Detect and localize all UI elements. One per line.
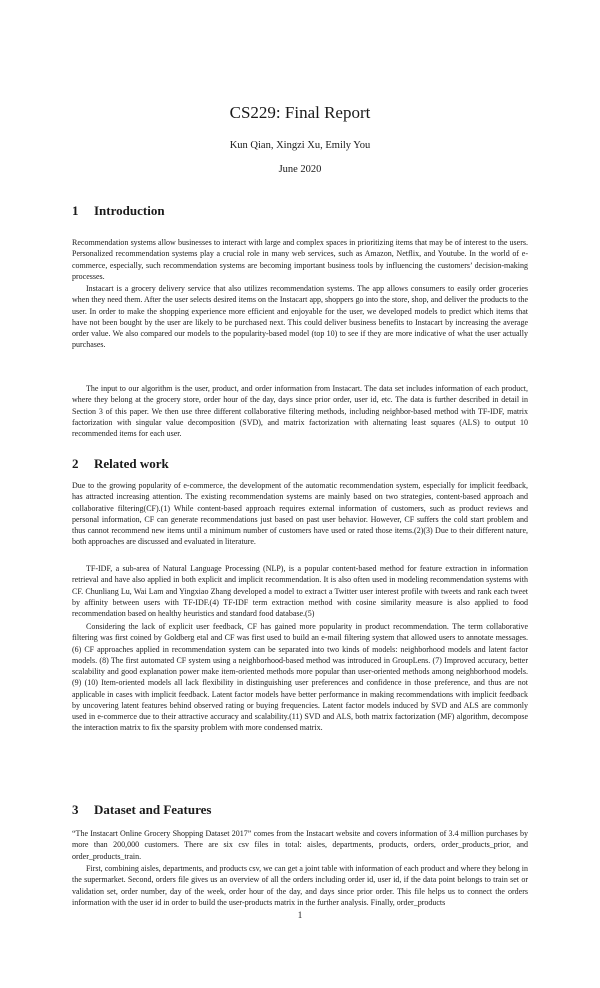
paragraph: Instacart is a grocery delivery service that also utilizes recommendation systems. The app allows consumers to easily order groceries when they need them. After the user selects desired items on the Instacart app, shoppers go into the store, shop, and deliver the products to the user. In order to make the shopping experience more efficient and enjoyable for the user, we developed models to predict which items that have not been bought by the user are likely to be purchased next. This could deliver business benefits to Instacart by increasing the average order value. We also compared our models to the popularity-based model (top 10) to see if they are more indicative of what the user actually purchases. xyxy=(72,284,528,350)
paper-date: June 2020 xyxy=(278,164,322,175)
section-number: 1 xyxy=(72,203,79,218)
paper-title: CS229: Final Report xyxy=(229,103,371,122)
section-number: 2 xyxy=(72,456,79,471)
paragraph: Considering the lack of explicit user feedback, CF has gained more popularity in product recommendation. The term collaborative filtering was first coined by Goldberg etal and CF was first used to build an e-mail filtering system that allowed users to annotate messages.(6) CF approaches applied in recommendation system can be separated into two kinds of models: neighborhood models and latent factor models. (8) The first automated CF system using a neighborhood-based method was introduced in GroupLens. (7) Improved accuracy, better scalability and good explanation power make item-oriented methods more popular than user-oriented methods among neighborhood models. (9) (10) Item-oriented models all lack flexibility in distinguishing user preferences and confidence in those preference, and thus are not applicable in cases with implicit feedback. Latent factor models have better performance in making recommendations with implicit feedback by uncovering latent features behind observed rating or buying frequencies. Latent factor models induced by SVD and ALS are commonly used in e-commerce due to their attractive accuracy and scalability.(11) SVD and ALS, both matrix factorization (MF) algorithm, decompose the interaction matrix to fix the sparsity problem with more condensed matrix. xyxy=(72,622,528,733)
section-heading-related-work xyxy=(72,456,169,472)
paper-authors: Kun Qian, Xingzi Xu, Emily You xyxy=(229,140,371,151)
paragraph: “The Instacart Online Grocery Shopping Dataset 2017” comes from the Instacart website and covers information of 3.4 million purchases by more than 200,000 customers. There are six csv files in total: aisles, departments, products, orders, order_products_prior, and order_products_train. xyxy=(72,829,528,861)
paragraph: Due to the growing popularity of e-commerce, the development of the automatic recommendation system, especially for implicit feedback, has attracted increasing attention. The existing recommendation systems are mainly based on two strategies, content-based approach and collaborative filtering(CF).(1) While content-based approach requires external information of customers, such as product reviews and personal information, CF can generate recommendations just based on past user behavior. However, CF suffers the cold start problem and thus cannot recommend new items until a minimum number of customers have used or rated those items.(2)(3) Due to their different nature, both approaches are discussed and evaluated in literature. xyxy=(72,481,528,547)
section-title: Introduction xyxy=(94,203,165,218)
section-number: 3 xyxy=(72,802,79,817)
page-number: 1 xyxy=(297,910,303,920)
paragraph: First, combining aisles, departments, and products csv, we can get a joint table with information of each product and where they belong in the supermarket. Second, orders file gives us an overview of all the orders including order id, user id, if the data point belongs to train set or validation set, order number, day of the week, order hour of the day, and days since prior order. This file helps us to connect the orders information with the user id in order to build the user-products matrix in the further analysis. Finally, order_products xyxy=(72,864,528,907)
section-heading-introduction xyxy=(72,203,165,219)
section-title: Related work xyxy=(94,456,169,471)
paragraph: The input to our algorithm is the user, product, and order information from Instacart. The data set includes information of each product, where they belong at the grocery store, order hour of the day, days since prior order, user id, etc. The data is further described in detail in Section 3 of this paper. We then use three different collaborative filtering methods, including neighbor-based method with TF-IDF, matrix factorization with singular value decomposition (SVD), and matrix factorization with alternating least squares (ALS) to output 10 recommended items for each user. xyxy=(72,384,528,438)
paragraph: TF-IDF, a sub-area of Natural Language Processing (NLP), is a popular content-based method for feature extraction in information retrieval and have also applied in both explicit and implicit recommendation. It is also often used in modeling recommendation systems with CF. Chunliang Lu, Wai Lam and Yingxiao Zhang developed a model to extract a Twitter user interest profile with tweets and rank each tweet by affinity between users with TF-IDF.(4) TF-IDF term extraction method with cosine similarity measure is also applied to food recommendation based on healthy heuristics and standard food database.(5) xyxy=(72,564,528,618)
paragraph: Recommendation systems allow businesses to interact with large and complex spaces in prioritizing items that may be of interest to the users. Personalized recommendation systems play a crucial role in many web services, such as Amazon, Netflix, and Youtube. In the world of e-commerce, especially, such recommendation systems are becoming important business tools by influencing the customers’ decision-making processes. xyxy=(72,238,528,281)
section-title: Dataset and Features xyxy=(94,802,212,817)
section-heading-dataset-and-features xyxy=(72,802,211,818)
